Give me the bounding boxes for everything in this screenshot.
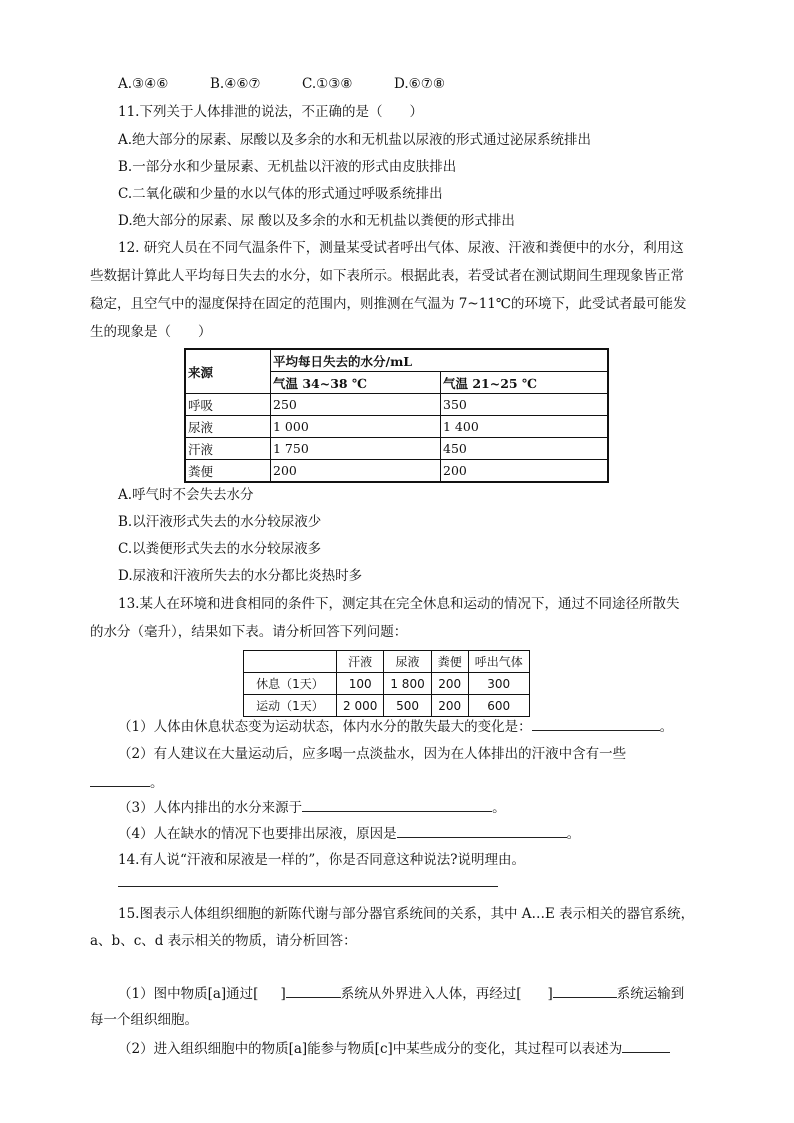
q12-subheader-mild: 气温 21~25 ℃ xyxy=(441,372,609,394)
table-row xyxy=(185,438,608,460)
q15-sub1-text: 系统运输到 xyxy=(616,986,685,1002)
table-cell: 运动（1天） xyxy=(244,695,337,717)
q15-sub1-text: 系统从外界进入人体，再经过[ xyxy=(340,986,522,1002)
answer-blank[interactable] xyxy=(622,1038,670,1053)
q13-sub1-text: （1）人体由休息状态变为运动状态，体内水分的散失最大的变化是： xyxy=(118,719,532,735)
table-cell: 休息（1天） xyxy=(244,673,337,695)
table-cell: 600 xyxy=(468,695,529,717)
table-cell: 汗液 xyxy=(185,438,271,460)
q13-sub3-text: （3）人体内排出的水分来源于 xyxy=(118,800,303,816)
q10-option-c: C.①③⑧ xyxy=(302,76,353,92)
answer-blank[interactable] xyxy=(532,716,660,731)
table-cell: 汗液 xyxy=(337,651,384,673)
table-cell: 450 xyxy=(441,438,609,460)
table-cell: 1 000 xyxy=(271,416,441,438)
table-cell: 500 xyxy=(384,695,431,717)
table-row xyxy=(185,416,608,438)
q12-water-loss-table xyxy=(184,348,609,483)
q15-sub2 xyxy=(118,1038,670,1059)
q12-stem-line2: 些数据计算此人平均每日失去的水分，如下表所示。根据此表，若受试者在测试期间生理现象皆正常 xyxy=(90,268,684,284)
table-cell: 200 xyxy=(271,460,441,483)
q13-sub2: （2）有人建议在大量运动后，应多喝一点淡盐水，因为在人体排出的汗液中含有一些 xyxy=(118,746,627,762)
q12-group-header: 平均每日失去的水分/mL xyxy=(271,349,609,372)
q10-option-a: A.③④⑥ xyxy=(118,76,169,92)
q10-option-b: B.④⑥⑦ xyxy=(210,76,261,92)
q11-stem: 11.下列关于人体排泄的说法，不正确的是（ ） xyxy=(118,104,423,120)
table-cell: 呼吸 xyxy=(185,394,271,416)
q12-option-a: A.呼气时不会失去水分 xyxy=(118,487,254,503)
q10-options xyxy=(118,74,445,94)
table-row xyxy=(244,673,530,695)
answer-blank[interactable] xyxy=(302,797,492,812)
table-cell: 200 xyxy=(441,460,609,483)
table-cell: 200 xyxy=(431,673,468,695)
end-mark: 。 xyxy=(566,826,581,842)
table-cell: 尿液 xyxy=(185,416,271,438)
q11-option-b: B.一部分水和少量尿素、无机盐以汗液的形式由皮肤排出 xyxy=(118,159,457,175)
q12-stem-line4: 生的现象是（ ） xyxy=(90,324,212,340)
q10-option-d: D.⑥⑦⑧ xyxy=(394,76,445,92)
q12-stem-line3: 稳定，且空气中的湿度保持在固定的范围内，则推测在气温为 7~11℃的环境下，此受试者最可能发 xyxy=(90,296,687,312)
q12-subheader-hot: 气温 34~38 ℃ xyxy=(271,372,441,394)
q13-water-table xyxy=(243,650,530,717)
table-cell: 粪便 xyxy=(185,460,271,483)
q11-option-a: A.绝大部分的尿素、尿酸以及多余的水和无机盐以尿液的形式通过泌尿系统排出 xyxy=(118,132,592,148)
q12-stem-line1: 12. 研究人员在不同气温条件下，测量某受试者呼出气体、尿液、汗液和粪便中的水分，利用这 xyxy=(118,240,684,256)
table-cell: 100 xyxy=(337,673,384,695)
q14-stem: 14.有人说“汗液和尿液是一样的”，你是否同意这种说法?说明理由。 xyxy=(118,852,526,868)
q13-sub1 xyxy=(118,716,673,737)
q12-option-d: D.尿液和汗液所失去的水分都比炎热时多 xyxy=(118,568,363,584)
q15-sub2-text: （2）进入组织细胞中的物质[a]能参与物质[c]中某些成分的变化，其过程可以表述为 xyxy=(118,1041,623,1057)
q12-col-source: 来源 xyxy=(185,349,271,394)
table-cell: 粪便 xyxy=(431,651,468,673)
end-mark: 。 xyxy=(659,719,674,735)
table-cell: 1 400 xyxy=(441,416,609,438)
table-cell: 250 xyxy=(271,394,441,416)
table-cell: 呼出气体 xyxy=(468,651,529,673)
q13-sub4-text: （4）人在缺水的情况下也要排出尿液，原因是 xyxy=(118,826,397,842)
q15-stem-line1: 15.图表示人体组织细胞的新陈代谢与部分器官系统间的关系，其中 A…E 表示相关的器官系统， xyxy=(118,906,695,922)
q15-bracket: ] xyxy=(280,986,286,1002)
end-mark: 。 xyxy=(492,800,506,816)
table-header-row xyxy=(244,651,530,673)
q13-stem-line2: 的水分（毫升），结果如下表。请分析回答下列问题： xyxy=(90,624,408,640)
q12-option-c: C.以粪便形式失去的水分较尿液多 xyxy=(118,541,322,557)
answer-blank[interactable] xyxy=(553,983,617,998)
table-cell: 1 750 xyxy=(271,438,441,460)
q13-stem-line1: 13.某人在环境和进食相同的条件下，测定其在完全休息和运动的情况下，通过不同途径所散失 xyxy=(118,596,680,612)
table-cell: 1 800 xyxy=(384,673,431,695)
table-cell: 300 xyxy=(468,673,529,695)
answer-blank[interactable] xyxy=(397,823,567,838)
q13-sub2-line2 xyxy=(90,772,164,793)
table-row xyxy=(185,460,608,483)
q11-option-c: C.二氧化碳和少量的水以气体的形式通过呼吸系统排出 xyxy=(118,186,443,202)
q15-sub1-line2: 每一个组织细胞。 xyxy=(90,1012,198,1028)
q15-sub1-text: （1）图中物质[a]通过[ xyxy=(118,986,259,1002)
q15-sub1 xyxy=(118,983,684,1004)
answer-blank[interactable] xyxy=(90,772,150,787)
q13-sub4 xyxy=(118,823,580,844)
q15-bracket: ] xyxy=(547,986,553,1002)
table-cell: 尿液 xyxy=(384,651,431,673)
q12-option-b: B.以汗液形式失去的水分较尿液少 xyxy=(118,514,322,530)
table-cell xyxy=(244,651,337,673)
q15-stem-line2: a、b、c、d 表示相关的物质，请分析回答： xyxy=(90,933,357,949)
q11-option-d: D.绝大部分的尿素、尿 酸以及多余的水和无机盐以粪便的形式排出 xyxy=(118,213,515,229)
answer-blank[interactable] xyxy=(118,872,498,887)
table-cell: 200 xyxy=(431,695,468,717)
q14-answer-line[interactable] xyxy=(118,872,498,893)
end-mark: 。 xyxy=(150,775,164,791)
q13-sub3 xyxy=(118,797,506,818)
answer-blank[interactable] xyxy=(286,983,341,998)
table-row xyxy=(244,695,530,717)
table-row xyxy=(185,394,608,416)
table-cell: 2 000 xyxy=(337,695,384,717)
table-cell: 350 xyxy=(441,394,609,416)
